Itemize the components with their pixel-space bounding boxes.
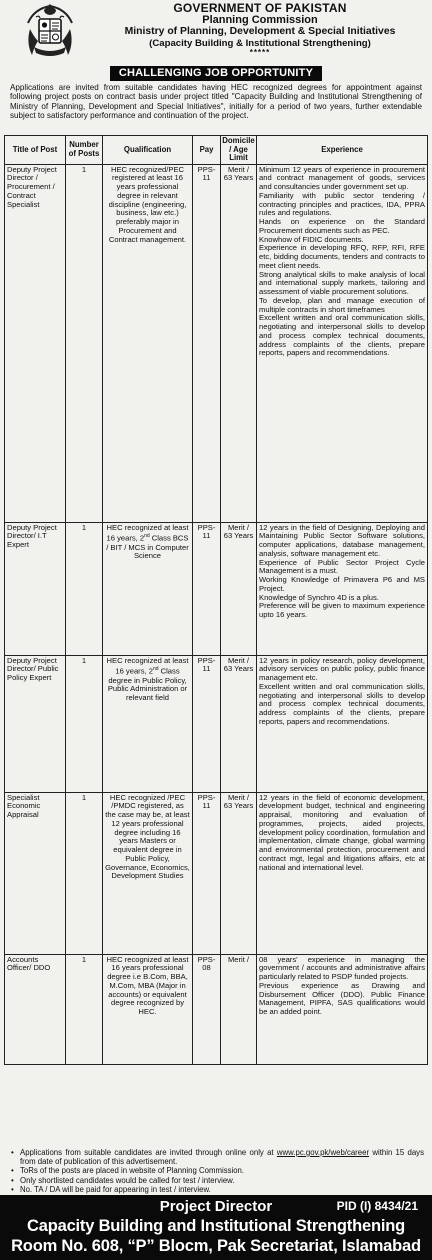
footer-project-director: Project Director [159,1198,273,1215]
experience-item: Working Knowledge of Primavera P6 and MS Project. [259,575,425,593]
experience [257,522,428,655]
commission-name: Planning Commission [202,13,318,26]
experience-item: 12 years in the field of economic development, development budget, technical and engineering appraisal, monitoring and evaluation of programmes, projects, aided projects, development policy coordination, formulation and implementation, climate change, global warming and environmental protection, procurement and contract mgt, legal and litigations affairs, etc at national and international level. [259,792,425,872]
experience-item: 12 years in policy research, policy development, advisory services on public policy, public finance management etc. [259,655,425,682]
experience-item: Preference will be given to maximum experience upto 16 years. [259,601,425,619]
table-row [5,792,428,954]
jobs-table [4,135,428,1065]
col-header-number: Number of Posts [66,136,103,165]
col-header-pay: Pay [193,136,221,165]
experience-item: 08 years' experience in managing the government / accounts and administrative affairs particularly related to PSDP funded projects. [259,954,425,981]
col-header-domicile: Domicile / Age Limit [222,136,255,162]
post-title: Specialist Economic Appraisal [5,792,66,954]
domicile-age: Merit / 63 Years [221,164,257,522]
experience-item: 12 years in the field of Designing, Deploying and Maintaining Public Sector Software solutions, computer applications, database management, analysis, software management etc. [259,522,425,558]
qualification: HEC recognized at least 16 years, 2nd Class degree in Public Policy, Public Administration or relevant field [103,655,193,792]
stars-divider: ***** [249,48,271,58]
post-title: Deputy Project Director / Procurement / Contract Specialist [5,164,66,522]
domicile-age: Merit / 63 Years [221,522,257,655]
note-shortlisted: • Only shortlisted candidates would be called for test / interview. [10,1176,424,1185]
note-tors: • ToRs of the posts are placed in website of Planning Commission. [10,1166,424,1175]
post-title: Accounts Officer/ DDO [5,954,66,1064]
pay-scale: PPS-11 [193,522,221,655]
post-count: 1 [66,164,103,522]
post-count: 1 [66,954,103,1064]
pay-scale: PPS-11 [193,164,221,522]
table-header-row [5,136,428,165]
experience-item: Excellent written and oral communication skills, negotiating and interpersonal skills to develop and process complex technical documents, address complaints of the clients, prepare reports, papers and recommendations. [259,681,425,726]
note-ta-da: • No. TA / DA will be paid for appearing in test / interview. [10,1185,424,1194]
experience-item: Experience of Public Sector Project Cycle Management is a must. [259,557,425,576]
experience-item: Hands on experience on the Standard Procurement documents such as PEC. [259,217,425,235]
post-count: 1 [66,792,103,954]
experience-item: Knowledge of Synchro 4D is a plus. [259,592,379,602]
note-apply-online [10,1148,424,1166]
experience-item: Previous experience as Drawing and Disbursement Officer (DDO). Public Finance Management, PIPFA, SAS qualifications would be an added point. [259,980,425,1016]
domicile-age: Merit / 63 Years [221,655,257,792]
experience [257,164,428,522]
notes-list [10,1148,424,1194]
footer-pid: PID (I) 8434/21 [336,1199,418,1213]
pay-scale: PPS-11 [193,792,221,954]
footer-project-name: Capacity Building and Institutional Strengthening [27,1217,405,1235]
experience-item: Familiarity with public sector tendering / contracting principles and practices, IDA, PPRA rules and regulations. [259,190,425,218]
job-opportunity-banner: CHALLENGING JOB OPPORTUNITY [110,66,322,81]
experience [257,954,428,1064]
post-title: Deputy Project Director/ Public Policy Expert [5,655,66,792]
post-count: 1 [66,655,103,792]
qualification: HEC recognized at least 16 years professional degree i.e B.Com, BBA, M.Com, MBA (Major in accounts) or equivalent degree recognized by HEC. [103,954,193,1064]
footer-block [0,1195,432,1260]
qualification: HEC recognized at least 16 years, 2nd Class BCS / BIT / MCS in Computer Science [103,522,193,655]
experience-item: To develop, plan and manage execution of multiple contracts in short timeframes [259,295,425,314]
table-row [5,164,428,522]
pakistan-state-emblem-icon [24,3,76,61]
experience-item: Knowhow of FIDIC documents. [259,234,364,244]
table-row [5,655,428,792]
experience [257,655,428,792]
note-text: within 15 days from date of publication of this advertisement. [20,1148,424,1167]
qualification: HEC recognized /PEC /PMDC registered, as the case may be, at least 12 years professional degree including 16 years Masters or equivalent degree in Public Policy, Governance, Economics, Development Studies [103,792,193,954]
col-header-experience: Experience [257,136,428,165]
govt-title: GOVERNMENT OF PAKISTAN [173,1,347,15]
footer-address: Room No. 608, “P” Blocm, Pak Secretariat, Islamabad [11,1237,421,1255]
note-text: Applications from suitable candidates are invited through online only at [20,1148,274,1157]
domicile-age: Merit / [221,954,257,1064]
header-text [92,3,428,56]
ministry-name: Ministry of Planning, Development & Special Initiatives [124,26,396,38]
qualification: HEC recognized/PEC registered at least 16 years professional degree in relevant discipline (engineering, business, law etc.) preferably major in Procurement and Contract management. [103,164,193,522]
domicile-age: Merit / 63 Years [221,792,257,954]
table-row [5,522,428,655]
post-count: 1 [66,522,103,655]
project-wing-name: (Capacity Building & Institutional Strengthening) [149,37,371,49]
pay-scale: PPS-11 [193,655,221,792]
col-header-title: Title of Post [5,136,66,165]
career-link[interactable]: www.pc.gov.pk/web/career [276,1148,370,1157]
post-title: Deputy Project Director/ I.T Expert [5,522,66,655]
intro-paragraph: Applications are invited from suitable candidates having HEC recognized degrees for appointment against following project posts on contract basis under project titled "Capacity Building and Institutional Strengthening of Ministry of Planning, Development and Special Initiatives", initially for a period of two years, further extendable subject to satisfactory performance and continuation of the project. [10,83,422,121]
col-header-qualification: Qualification [103,136,193,165]
experience-item: Excellent written and oral communication skills, negotiating and interpersonal skills to develop and process complex technical documents, address complaints of the clients, prepare reports, papers and recommendations. [259,313,425,358]
experience-item: Strong analytical skills to make analysis of local and international supply markets, tailoring and assessment of viable procurement solutions. [259,269,425,296]
table-row [5,954,428,1064]
experience [257,792,428,954]
pay-scale: PPS-08 [193,954,221,1064]
experience-item: Experience in developing RFQ, RFP, RFI, RFE etc, bidding documents, tenders and contracts to meet client needs. [259,243,425,270]
header [0,0,432,66]
experience-item: Minimum 12 years of experience in procurement and contract management of goods, services and consultancies under government set up. [259,164,425,191]
